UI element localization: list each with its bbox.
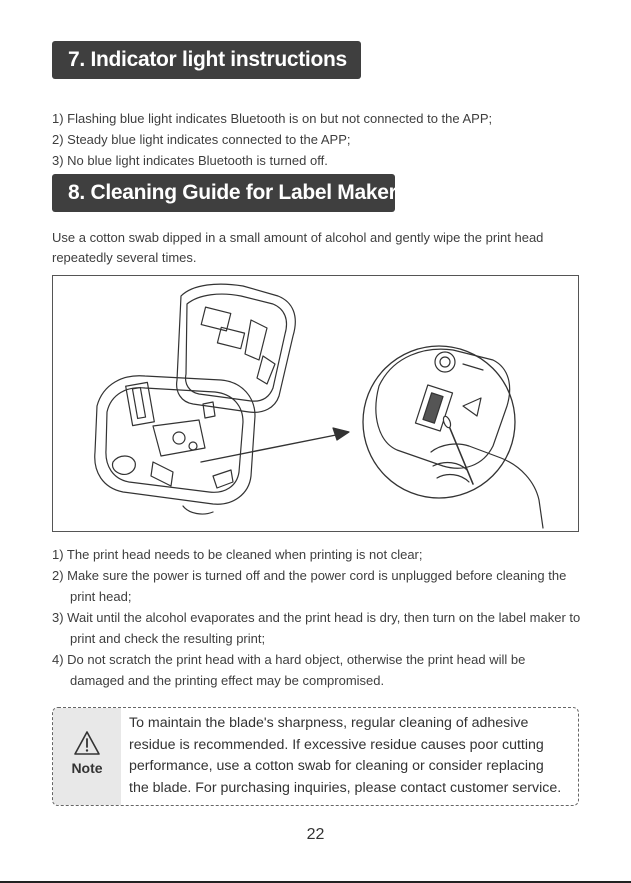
note-label: Note xyxy=(71,760,103,776)
section-8-heading: 8. Cleaning Guide for Label Maker xyxy=(52,174,395,212)
list-item: 1) The print head needs to be cleaned when printing is not clear; xyxy=(52,547,423,562)
list-item: 4) Do not scratch the print head with a hard object, otherwise the print head will be damaged and the printing effect may be compromised. xyxy=(52,652,526,688)
warning-triangle-icon xyxy=(73,730,101,756)
indicator-list xyxy=(52,108,492,171)
cleaning-illustration xyxy=(52,275,579,532)
note-sidebar xyxy=(53,708,121,805)
list-item: 3) Wait until the alcohol evaporates and the print head is dry, then turn on the label maker to print and check the resulting print; xyxy=(52,610,581,646)
cleaning-intro: Use a cotton swab dipped in a small amount of alcohol and gently wipe the print head repeatedly several times. xyxy=(52,230,544,265)
note-box xyxy=(52,707,579,806)
list-item: 1) Flashing blue light indicates Bluetooth is on but not connected to the APP; xyxy=(52,111,493,126)
cleaning-steps xyxy=(52,544,582,691)
list-item: 3) No blue light indicates Bluetooth is turned off. xyxy=(52,153,328,168)
label-maker-drawing xyxy=(53,276,580,533)
list-item: 2) Steady blue light indicates connected to the APP; xyxy=(52,132,351,147)
page-number: 22 xyxy=(306,826,325,843)
note-text: To maintain the blade's sharpness, regular cleaning of adhesive residue is recommended. If excessive residue causes poor cutting performance, use a cotton swab for cleaning or consider replacing the blade. For purchasing inquiries, please contact customer service. xyxy=(129,715,562,796)
list-item: 2) Make sure the power is turned off and the power cord is unplugged before cleaning the print head; xyxy=(52,568,567,604)
section-7-heading: 7. Indicator light instructions xyxy=(52,41,361,79)
